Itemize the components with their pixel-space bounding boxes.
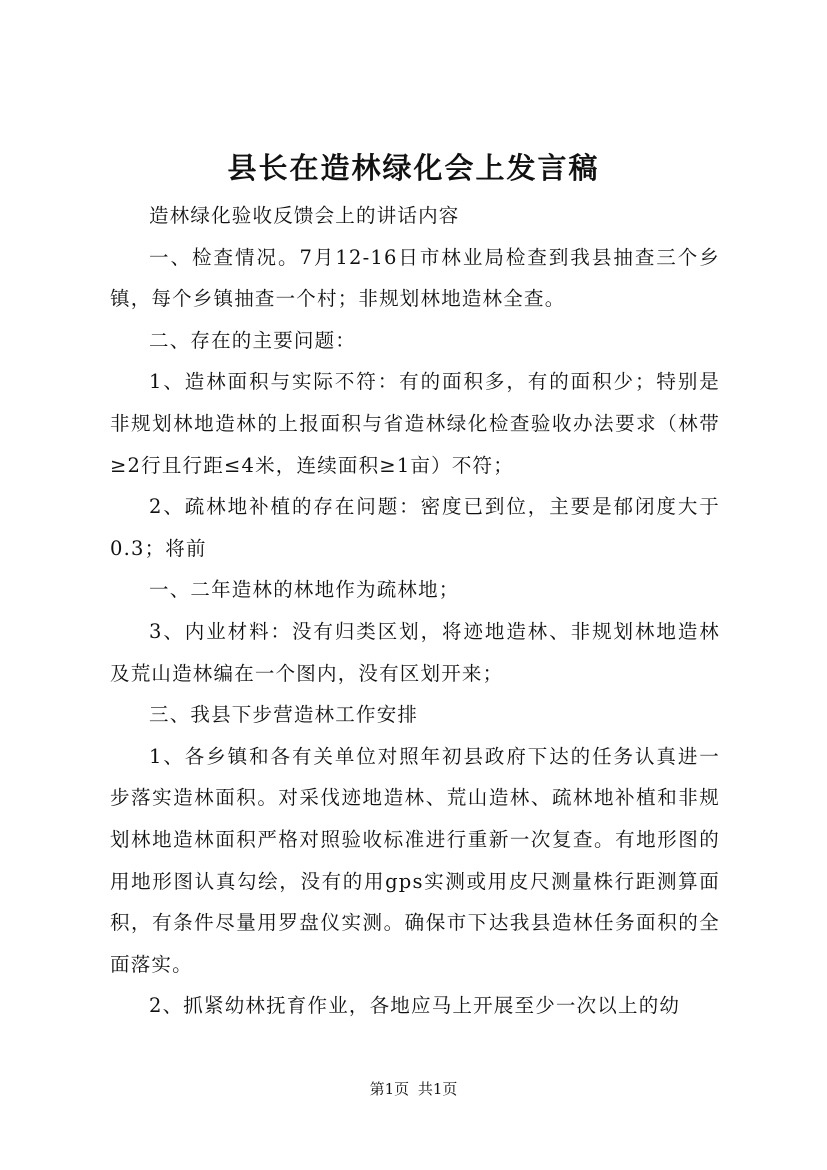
paragraph: 三、我县下步营造林工作安排 — [149, 703, 419, 727]
paragraph: 3、内业材料：没有归类区划，将迹地造林、非规划林地造林及荒山造林编在一个图内，没有区划开来； — [110, 619, 720, 685]
page-footer — [0, 1079, 827, 1099]
page-total: 共1页 — [417, 1080, 458, 1098]
paragraph: 2、疏林地补植的存在问题：密度已到位，主要是郁闭度大于0.3；将前 — [110, 495, 720, 560]
paragraph: 1、各乡镇和各有关单位对照年初县政府下达的任务认真进一步落实造林面积。对采伐迹地造林、荒山造林、疏林地补植和非规划林地造林面积严格对照验收标准进行重新一次复查。有地形图的用地形图认真勾绘，没有的用gps实测或用皮尺测量株行距测算面积，有条件尽量用罗盘仪实测。确保市下达我县造林任务面积的全面落实。 — [110, 744, 720, 976]
document-body — [110, 195, 720, 1027]
paragraph: 一、二年造林的林地作为疏林地； — [149, 578, 460, 602]
paragraph: 一、检查情况。7月12-16日市林业局检查到我县抽查三个乡镇，每个乡镇抽查一个村；非规划林地造林全查。 — [110, 245, 720, 311]
paragraph: 造林绿化验收反馈会上的讲话内容 — [149, 204, 460, 227]
page-number: 第1页 — [369, 1080, 410, 1098]
paragraph: 二、存在的主要问题： — [149, 328, 357, 352]
paragraph: 1、造林面积与实际不符：有的面积多，有的面积少；特别是非规划林地造林的上报面积与省造林绿化检查验收办法要求（林带≥2行且行距≤4米，连续面积≥1亩）不符； — [110, 370, 720, 477]
document-title: 县长在造林绿化会上发言稿 — [227, 151, 600, 185]
paragraph: 2、抓紧幼林抚育作业，各地应马上开展至少一次以上的幼 — [149, 994, 681, 1018]
